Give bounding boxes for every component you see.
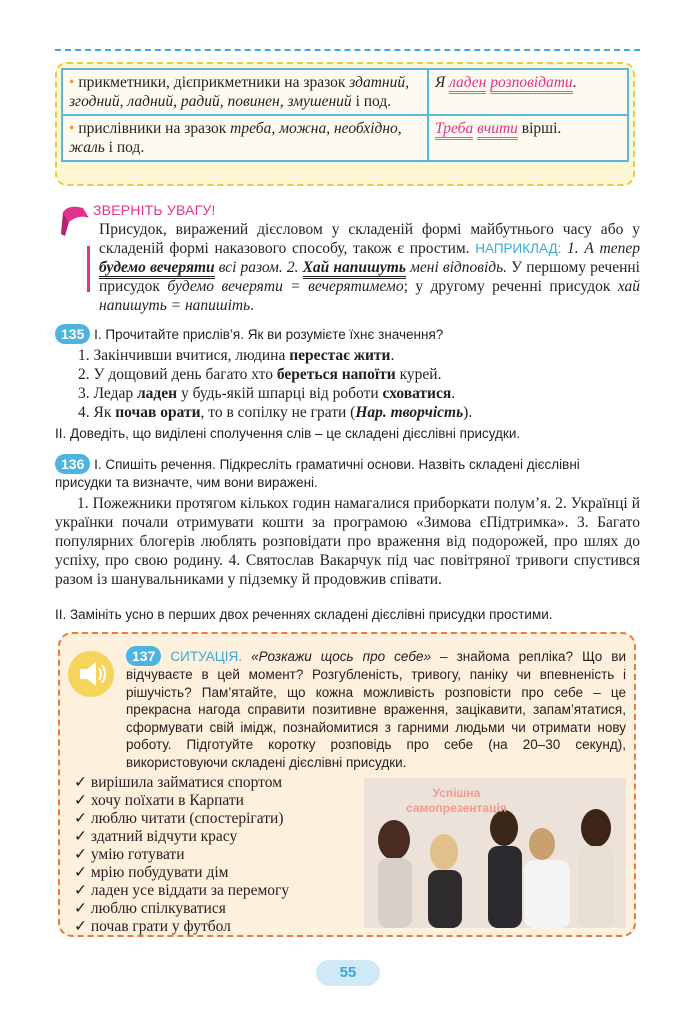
check-icon: ✓ [74,882,87,899]
table-cell-rule-1 [62,69,428,115]
line-bold: береться напоїти [276,366,396,383]
attention-p4: . [250,297,255,314]
attention-p1: Присудок, виражений дієсловом у складеній формі майбутнього часу або у складеній формі наказового способу, також є простим. [99,221,640,257]
speaker-icon [68,651,114,697]
situation-text [126,646,626,771]
check-icon: ✓ [74,828,87,845]
check-icon: ✓ [74,864,87,881]
attention-flag-icon [59,202,91,238]
list-item [74,900,289,918]
table-cell-example-2 [428,115,628,161]
attention-p3: ; у другому реченні присудок [403,278,618,295]
check-icon: ✓ [74,774,87,791]
attention-ex: мені відповідь. [405,259,508,276]
exercise-135-task [55,324,443,344]
check-icon: ✓ [74,810,87,827]
checklist [74,774,289,936]
list-item [74,918,289,936]
checklist-text: хочу поїхати в Карпати [90,792,244,809]
line-text: , то в сопілку не грати ( [200,404,356,421]
attention-p2: У першому реченні присудок [99,259,640,295]
attention-predicate: Хай напишуть [303,259,406,279]
example-predicate-part: вчити [477,120,518,140]
check-icon: ✓ [74,846,87,863]
line-text: у будь-якій шпарці від роботи [177,385,383,402]
example-rest: вірші. [517,120,562,137]
exercise-135-lines [78,346,472,422]
list-item [74,846,289,864]
situation-body: – знайома репліка? Що ви відчуваєте в цей момент? Розгубленість, тривогу, паніку чи впевненість і рішучість? Пам’ятайте, що кожна можливість розповісти про себе – це прекрасна нагода справити позитивне враження, зацікавити, запам’ятатися, сформувати свій імідж, познайомитися з гарними людьми чи отримати нову роботу. Підготуйте коротку розповідь про себе (на 20–30 секунд), використовуючи складені дієслівні присудки. [126,649,626,770]
situation-quote: «Розкажи щось про себе» [251,649,432,664]
exercise-136-text: 1. Пожежники протягом кількох годин намагалися приборкати полум’я. 2. Українці й українки почали отримувати кошти за програмою «Зимова єПідтримка». 3. Багато популярних блогерів люблять розповідати про враження від подорожей, про шлях до успіху, про свою родину. 4. Святослав Вакарчук під час повітряної тривоги спустився разом із шанувальниками у підземку й продовжив співати. [55,495,640,588]
group-photo [364,778,626,928]
line-text: 1. Закінчивши вчитися, людина [78,347,290,364]
checklist-text: вирішила займатися спортом [90,774,282,791]
line-text: курей. [395,366,442,383]
rules-table [61,68,629,162]
attention-p2-italic: будемо вечеряти = вечерятимемо [167,278,404,295]
check-icon: ✓ [74,918,87,935]
list-item [74,810,289,828]
list-item [78,365,472,384]
photo-title [406,786,507,816]
table-cell-rule-2 [62,115,428,161]
exercise-136-task [55,454,640,492]
list-item [78,403,472,422]
attention-predicate: будемо вечеряти [99,259,215,279]
example-predicate-part: розповідати [490,74,572,94]
rule-text: прикметники, дієприкметники на зразок [78,74,350,91]
task-text: І. Спишіть речення. Підкресліть граматичні основи. Назвіть складені дієслівні присудки та визначте, чим вони виражені. [55,457,580,490]
line-text: 2. У дощовий день багато хто [78,366,277,383]
example-label: НАПРИКЛАД: [475,241,562,256]
list-item [74,828,289,846]
bullet: • [69,74,75,91]
list-item [74,774,289,792]
table-cell-example-1 [428,69,628,115]
attention-ex: всі разом. 2. [214,259,303,276]
attention-p3-italic: хай напишуть = напишіть [99,278,640,314]
rule-text: прислівники на зразок [78,120,231,137]
page-number: 55 [316,960,380,986]
attention-ex: 1. А тепер [561,240,640,257]
example-predicate-part: ладен [449,74,486,94]
attention-title: ЗВЕРНІТЬ УВАГУ! [93,202,216,218]
line-bold: почав орати [115,404,201,421]
exercise-136-task2: ІІ. Замініть усно в перших двох реченнях складені дієслівні присудки простими. [55,607,553,622]
list-item [74,882,289,900]
bullet: • [69,120,75,137]
line-text: ). [463,404,473,421]
rules-table-frame [55,62,635,186]
rule-examples: здатний, згодний, ладний, радий, повинен, змушений [69,74,409,110]
table-row [62,69,628,115]
photo-title-line: самопрезентація [406,801,507,815]
rule-suffix: і под. [351,93,392,110]
checklist-text: мрію побудувати дім [90,864,229,881]
example-predicate-part: Треба [435,120,473,140]
check-icon: ✓ [74,792,87,809]
list-item [78,384,472,403]
checklist-text: люблю спілкуватися [90,900,226,917]
photo-title-line: Успішна [432,786,481,800]
line-bold: ладен [136,385,178,402]
exercise-number: 136 [55,454,90,474]
list-item [74,792,289,810]
line-bold: сховатися [382,385,452,402]
line-source: Нар. творчість [355,404,464,421]
exercise-number: 137 [126,646,161,666]
exercise-135-task2: ІІ. Доведіть, що виділені сполучення слів – це складені дієслівні присудки. [55,426,521,441]
line-text: 3. Ледар [78,385,137,402]
checklist-text: ладен усе віддати за перемогу [90,882,290,899]
top-dashed-rule [55,49,640,51]
line-text: . [390,347,395,364]
list-item [78,346,472,365]
attention-text [99,220,640,315]
checklist-text: люблю читати (спостерігати) [90,810,284,827]
attention-bar [87,246,90,292]
line-text: 4. Як [78,404,116,421]
situation-label: СИТУАЦІЯ. [170,649,243,664]
list-item [74,864,289,882]
checklist-text: умію готувати [90,846,185,863]
example-subject: Я [435,74,450,91]
check-icon: ✓ [74,900,87,917]
rule-suffix: і под. [104,139,145,156]
line-text: . [451,385,456,402]
table-row [62,115,628,161]
exercise-number: 135 [55,324,90,344]
checklist-text: здатний відчути красу [90,828,238,845]
task-text: І. Прочитайте прислів’я. Як ви розумієте їхнє значення? [94,327,444,342]
situation-box [58,632,636,937]
example-end: . [572,74,577,91]
checklist-text: почав грати у футбол [90,918,231,935]
rule-examples: треба, можна, необхідно, жаль [69,120,402,156]
line-bold: перестає жити [289,347,391,364]
